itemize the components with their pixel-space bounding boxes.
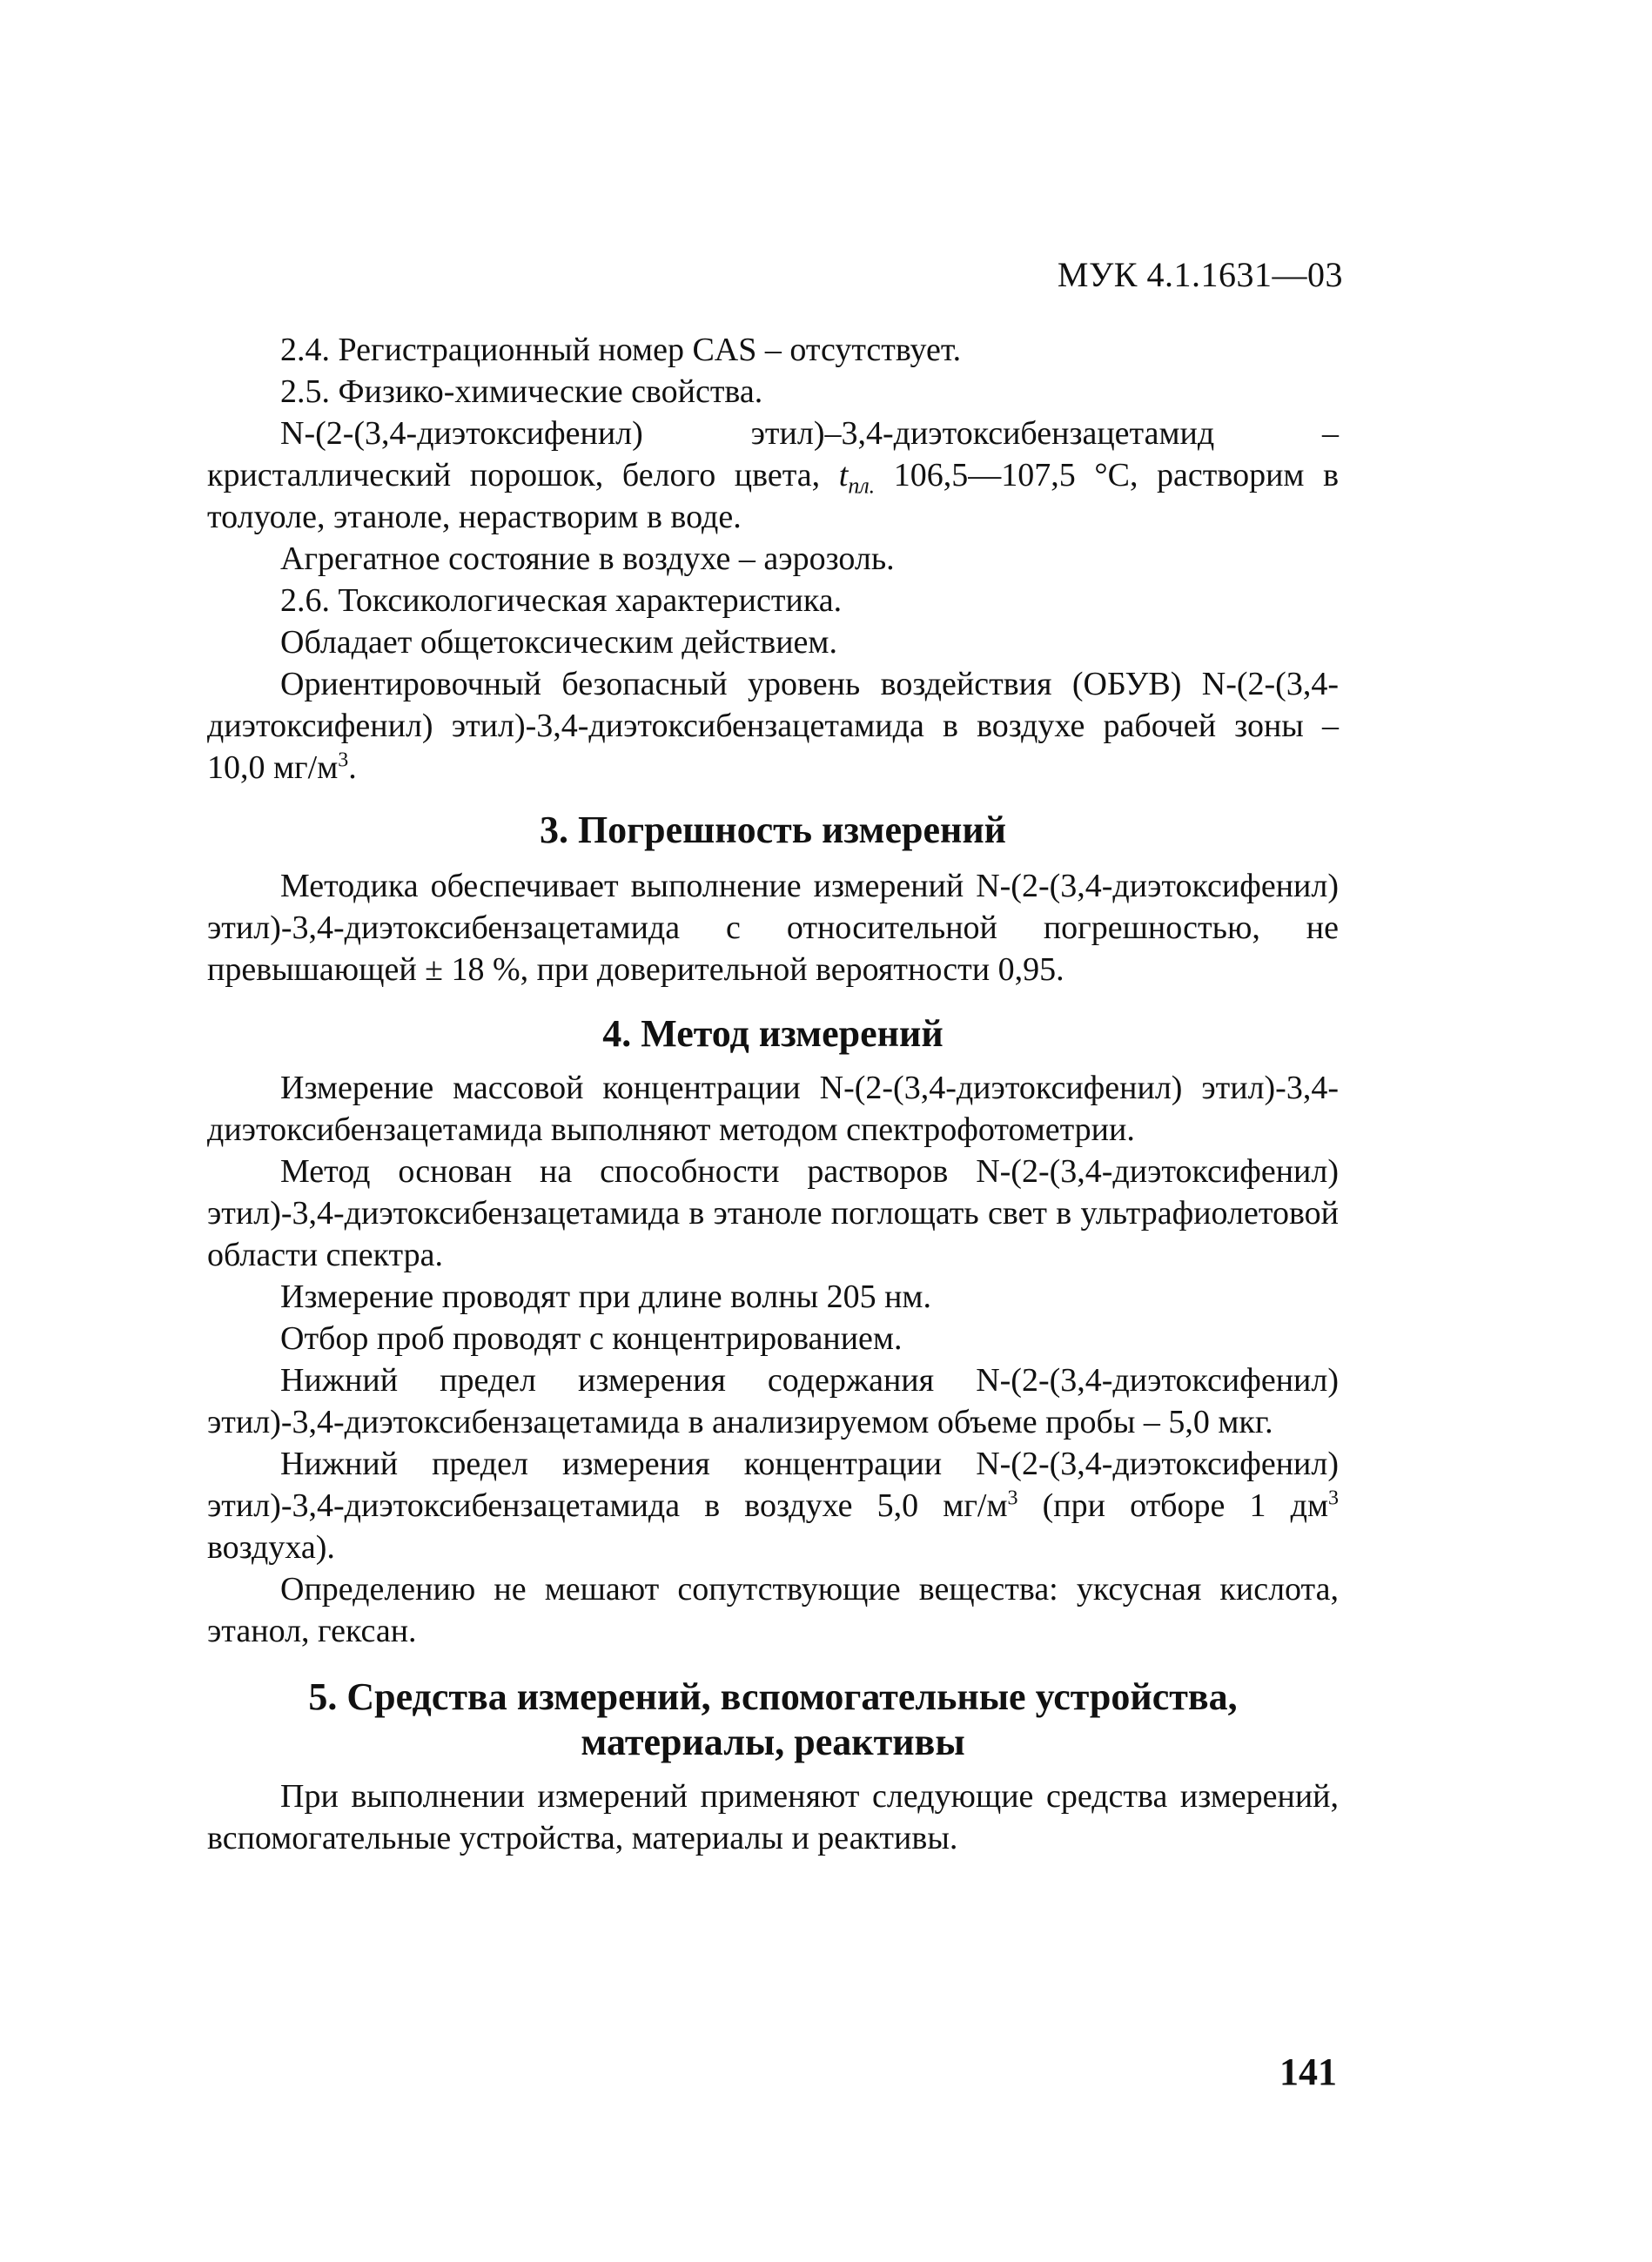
section-4-para-5: Нижний предел измерения содержания N-(2-(3,4-диэтоксифенил) этил)-3,4-диэтоксибензацетамида в анализируемом объеме пробы – 5,0 мкг.: [207, 1362, 1339, 1440]
section-5-title: [207, 1675, 1339, 1765]
obuv-end: .: [348, 749, 357, 786]
section-4-para-4: Отбор проб проводят с концентрированием.: [280, 1320, 903, 1357]
section-5-text: При выполнении измерений применяют следующие средства измерений, вспомогательные устройства, материалы и реактивы.: [207, 1778, 1339, 1856]
obuv-superscript: 3: [338, 748, 349, 772]
properties-text-before: N-(2-(3,4-диэтоксифенил) этил)–3,4-диэтоксибензацетамид – кристаллический порошок, белого цвета,: [207, 415, 1339, 493]
limit-part-1: Нижний предел измерения концентрации N-(2-(3,4-диэтоксифенил) этил)-3,4-диэтоксибензацетамида в воздухе 5,0 мг/м: [207, 1446, 1339, 1524]
section-3-title: 3. Погрешность измерений: [539, 809, 1007, 851]
para-properties: [207, 413, 1339, 538]
page-number: 141: [1279, 2051, 1337, 2093]
limit-part-3: воздуха).: [207, 1529, 335, 1566]
section-3-text: Методика обеспечивает выполнение измерений N-(2-(3,4-диэтоксифенил) этил)-3,4-диэтоксибензацетамида с относительной погрешностью, не превышающей ± 18 %, при доверительной вероятности 0,95.: [207, 868, 1339, 988]
section-5-title-line-2: материалы, реактивы: [581, 1721, 965, 1763]
section-4-para-2: Метод основан на способности растворов N-(2-(3,4-диэтоксифенил) этил)-3,4-диэтоксибензацетамида в этаноле поглощать свет в ультрафиолетовой области спектра.: [207, 1153, 1339, 1273]
limit-sup-2: 3: [1328, 1487, 1339, 1510]
section-4-para-1: Измерение массовой концентрации N-(2-(3,4-диэтоксифенил) этил)-3,4-диэтоксибензацетамида выполняют методом спектрофотометрии.: [207, 1070, 1339, 1148]
section-4-para-3: Измерение проводят при длине волны 205 нм.: [280, 1279, 931, 1315]
properties-text-after: 106,5—107,5 °С, растворим в толуоле, этаноле, нерастворим в воде.: [207, 457, 1340, 535]
obuv-text: Ориентировочный безопасный уровень воздействия (ОБУВ) N-(2-(3,4-диэтоксифенил) этил)-3,4-диэтоксибензацетамида в воздухе рабочей зоны – 10,0 мг/м: [207, 666, 1339, 786]
section-4-last-para: Определению не мешают сопутствующие вещества: уксусная кислота, этанол, гексан.: [207, 1571, 1339, 1649]
limit-part-2: (при отборе 1 дм: [1017, 1487, 1328, 1524]
section-4-title: 4. Метод измерений: [602, 1012, 944, 1055]
document-code-header: МУК 4.1.1631—03: [1057, 255, 1343, 294]
para-aggregate-state: Агрегатное состояние в воздухе – аэрозоль.: [280, 540, 895, 577]
section-5-title-line-1: 5. Средства измерений, вспомогательные устройства,: [308, 1675, 1238, 1718]
limit-sup-1: 3: [1007, 1487, 1018, 1510]
melting-temp-subscript: пл.: [848, 473, 876, 499]
para-cas-number: 2.4. Регистрационный номер CAS – отсутствует.: [280, 332, 962, 368]
melting-temp-symbol: t: [838, 457, 849, 493]
section-4-limit-para: [207, 1443, 1339, 1568]
para-toxicity: Обладает общетоксическим действием.: [280, 624, 837, 661]
para-obuv: [207, 663, 1339, 789]
para-toxicology-heading: 2.6. Токсикологическая характеристика.: [280, 582, 843, 619]
page-content: [207, 329, 1339, 1859]
para-physchem-heading: 2.5. Физико-химические свойства.: [280, 373, 763, 410]
